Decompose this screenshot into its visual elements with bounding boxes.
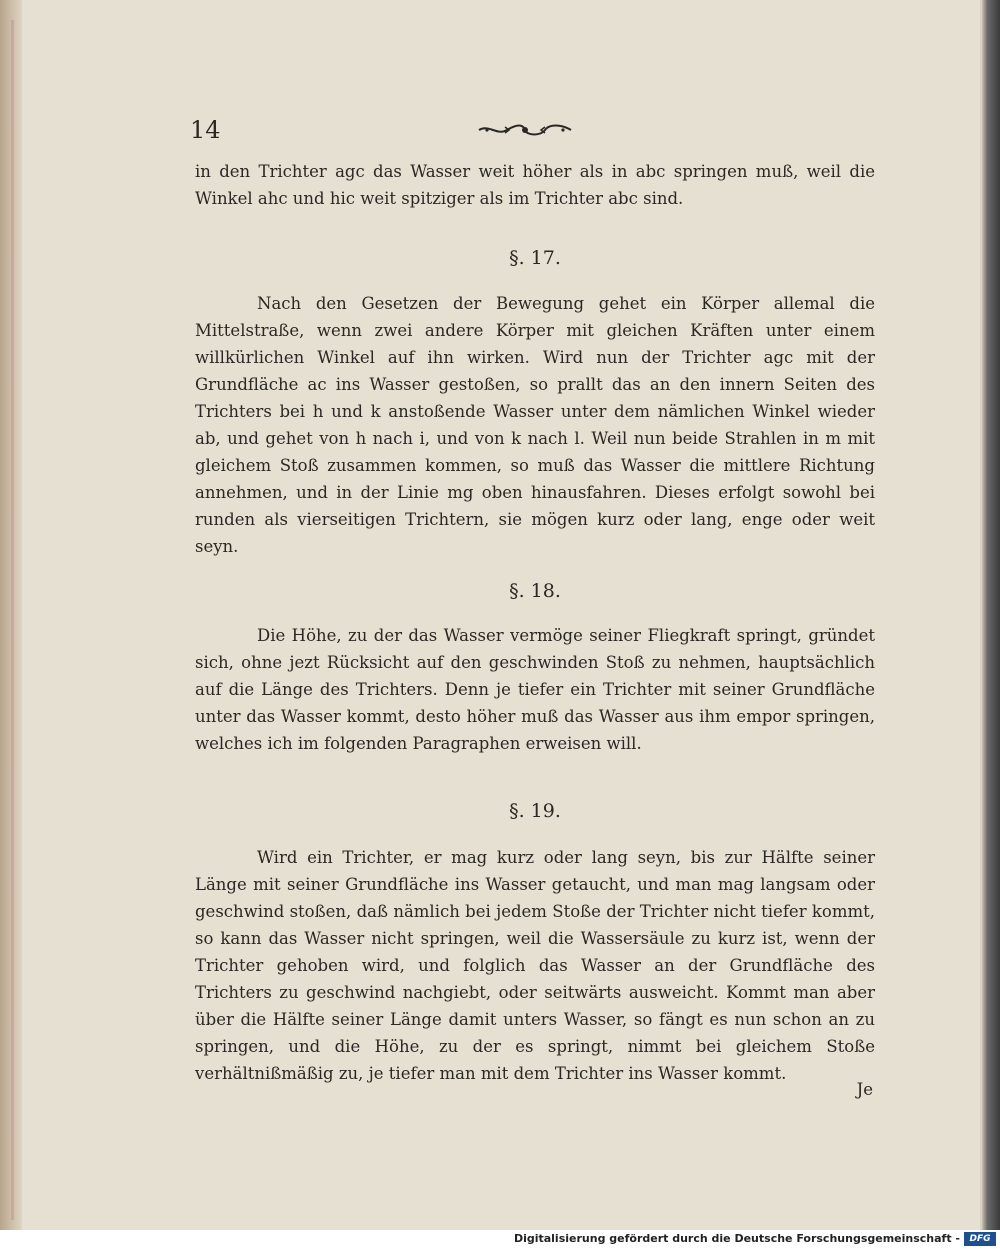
paragraph-18 [195, 622, 875, 757]
section-heading-17: §. 17. [509, 247, 561, 269]
page-number: 14 [190, 116, 221, 144]
book-cover-edge [982, 0, 1000, 1230]
book-spine-edge [0, 0, 23, 1230]
catchword: Je [856, 1080, 873, 1099]
section-heading-19: §. 19. [509, 800, 561, 822]
paragraph: Nach den Gesetzen der Bewegung gehet ein Körper allemal die Mittelstraße, wenn zwei andere Körper mit gleichen Kräften unter einem willkürlichen Winkel auf ihn wirken. Wird nun der Trichter agc mit der Grundfläche ac ins Wasser gestoßen, so prallt das an den innern Seiten des Trichters bei h und k anstoßende Wasser unter dem nämlichen Winkel wieder ab, und gehet von h nach i, und von k nach l. Weil nun beide Strahlen in m mit gleichem Stoß zusammen kommen, so muß das Wasser die mittlere Richtung annehmen, und in der Linie mg oben hinausfahren. Dieses erfolgt sowohl bei runden als vierseitigen Trichtern, sie mögen kurz oder lang, enge oder weit seyn. [195, 294, 875, 556]
page-header [190, 116, 870, 146]
paragraph-17 [195, 290, 875, 560]
footer-bar [0, 1230, 1000, 1249]
ornament-icon [475, 122, 575, 138]
dfg-logo: DFG [964, 1232, 996, 1246]
paragraph-continuation [195, 158, 875, 212]
paragraph: Wird ein Trichter, er mag kurz oder lang seyn, bis zur Hälfte seiner Länge mit seiner Grundfläche ins Wasser getaucht, und man mag langsam oder geschwind stoßen, daß nämlich bei jedem Stoße der Trichter nicht tiefer kommt, so kann das Wasser nicht springen, weil die Wassersäule zu kurz ist, wenn der Trichter gehoben wird, und folglich das Wasser an der Grundfläche des Trichters zu geschwind nachgiebt, oder seitwärts ausweicht. Kommt man aber über die Hälfte seiner Länge damit unters Wasser, so fängt es nun schon an zu springen, und die Höhe, zu der es springt, nimmt bei gleichem Stoße verhältnißmäßig zu, je tiefer man mit dem Trichter ins Wasser kommt. [195, 848, 875, 1083]
paragraph-19 [195, 844, 875, 1087]
footer-credit: Digitalisierung gefördert durch die Deutsche Forschungsgemeinschaft - [513, 1232, 960, 1245]
paragraph: Die Höhe, zu der das Wasser vermöge seiner Fliegkraft springt, gründet sich, ohne jezt Rücksicht auf den geschwinden Stoß zu nehmen, hauptsächlich auf die Länge des Trichters. Denn je tiefer ein Trichter mit seiner Grundfläche unter das Wasser kommt, desto höher muß das Wasser aus ihm empor springen, welches ich im folgenden Paragraphen erweisen will. [195, 626, 875, 753]
red-edge-line [11, 20, 14, 1220]
paragraph: in den Trichter agc das Wasser weit höher als in abc springen muß, weil die Winkel ahc und hic weit spitziger als im Trichter abc sind. [195, 162, 875, 208]
section-heading-18: §. 18. [509, 580, 561, 602]
